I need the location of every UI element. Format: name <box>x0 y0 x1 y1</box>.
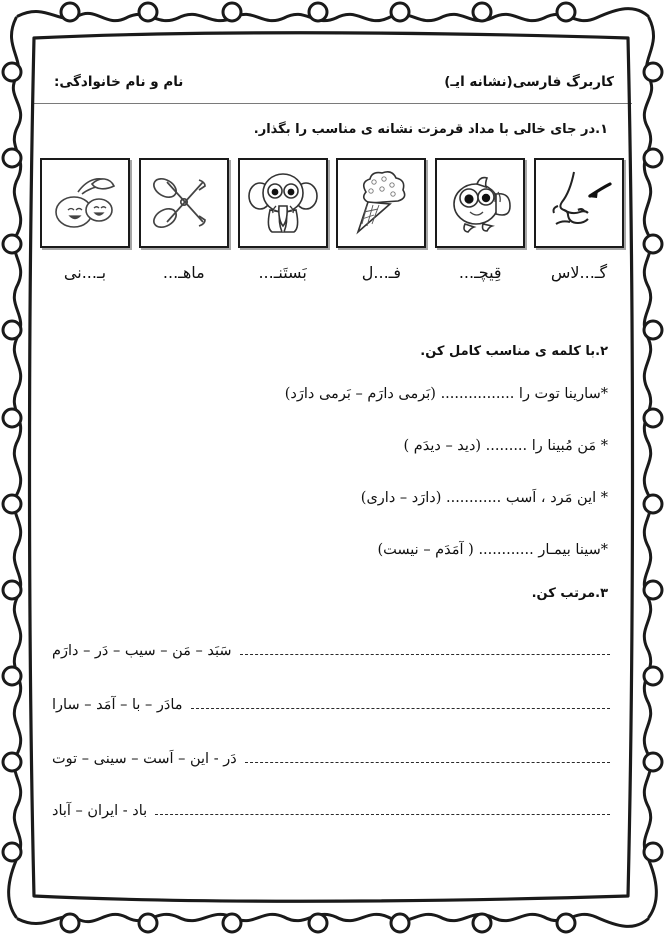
scissors-icon <box>147 166 221 240</box>
picture-box-cherries <box>40 158 130 248</box>
answer-dashed-line[interactable] <box>245 762 610 763</box>
ice-cream-icon <box>344 166 418 240</box>
section3-item: سَبَد – مَن – سیب – دَر – دارَم <box>52 643 232 659</box>
fish-icon <box>443 166 517 240</box>
picture-box-scissors <box>139 158 229 248</box>
section1-heading: ۱.در جای خالی با مداد قرمزت نشانه ی مناسب را بگذار. <box>253 122 608 137</box>
section3-item-row <box>52 746 610 772</box>
elephant-icon <box>246 166 320 240</box>
picture-box-ice-cream <box>336 158 426 248</box>
section2-item: *سینا بیمـار ............ ( آمَدَم – نیست) <box>377 542 608 558</box>
cherries-icon <box>48 166 122 240</box>
answer-dashed-line[interactable] <box>155 814 610 815</box>
worksheet-header <box>32 62 632 104</box>
section1-word-row <box>40 256 624 288</box>
nose-icon <box>542 166 616 240</box>
section2-heading: ۲.با کلمه ی مناسب کامل کن. <box>420 344 608 359</box>
section1-picture-row <box>40 158 624 248</box>
picture-box-fish <box>435 158 525 248</box>
answer-dashed-line[interactable] <box>191 708 610 709</box>
section3-heading: ۳.مرتب کن. <box>531 586 608 601</box>
section3-item: باد - ایران – آباد <box>52 803 148 819</box>
section2-item: *سارینا توت را ................ (بَرمی دارَم – بَرمی دارَد) <box>284 386 608 402</box>
word-cell: بَستَنـ... <box>258 262 307 282</box>
answer-dashed-line[interactable] <box>240 654 610 655</box>
section3-item-row <box>52 692 610 718</box>
student-name-field-label: نام و نام خانوادگی: <box>54 74 184 91</box>
word-cell: قِیچـ... <box>458 262 502 282</box>
section3-item: دَر - این – اَست – سینی – توت <box>52 751 237 767</box>
worksheet-sheet <box>32 34 632 900</box>
section2-item: * مَن مُبینا را ......... (دید – دیدَم ) <box>403 438 608 454</box>
worksheet-title: کاربرگ فارسی(نشانه ایـ) <box>444 74 614 91</box>
picture-box-elephant <box>238 158 328 248</box>
section3-item: مادَر – با – آمَد – سارا <box>52 697 183 713</box>
section2-item: * این مَرد ، اَسب ............ (دارَد – داری) <box>360 490 608 506</box>
picture-box-nose <box>534 158 624 248</box>
word-cell: ماهـ... <box>162 262 205 282</box>
word-cell: فـ...ل <box>361 262 402 282</box>
word-cell: گـ...لاس <box>550 262 608 282</box>
word-cell: بـ...نی <box>63 262 107 282</box>
section3-item-row <box>52 798 610 824</box>
section3-item-row <box>52 638 610 664</box>
